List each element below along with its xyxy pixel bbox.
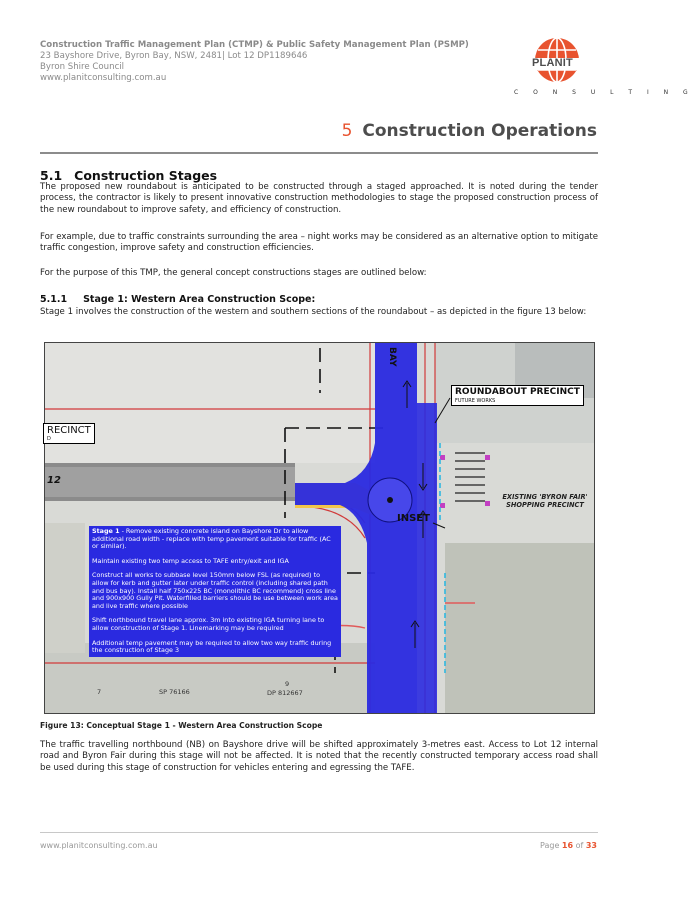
subsection-title: Construction Stages bbox=[74, 168, 218, 183]
page-of: of bbox=[573, 841, 586, 850]
planit-logo bbox=[526, 36, 588, 86]
subsection-number: 5.1 bbox=[40, 168, 63, 183]
doc-website[interactable]: www.planitconsulting.com.au bbox=[40, 73, 167, 83]
subsubsection-number: 5.1.1 bbox=[40, 294, 68, 305]
existing-label-line1: EXISTING 'BYRON FAIR' bbox=[502, 493, 588, 501]
page-total: 33 bbox=[585, 841, 597, 850]
road-label: BAY bbox=[387, 347, 397, 367]
existing-byron-fair-label bbox=[500, 493, 590, 509]
paragraph-3: For the purpose of this TMP, the general concept constructions stages are outlined below: bbox=[40, 268, 427, 278]
precinct-label-text: RECINCT bbox=[47, 425, 91, 436]
section-title-text: Construction Operations bbox=[362, 121, 597, 141]
doc-address: 23 Bayshore Drive, Byron Bay, NSW, 2481| Lot 12 DP1189646 bbox=[40, 51, 308, 61]
paragraph-stage1: Stage 1 involves the construction of the western and southern sections of the roundabout – as depicted in the figure 13 below: bbox=[40, 307, 587, 317]
section-number: 5 bbox=[341, 121, 353, 141]
logo-consulting: C O N S U L T I N G bbox=[514, 89, 694, 96]
dp-label: DP 812667 bbox=[267, 689, 303, 697]
lot-12-label: 12 bbox=[47, 475, 61, 486]
section-rule bbox=[40, 152, 598, 154]
note-line-4: Shift northbound travel lane approx. 3m into existing IGA turning lane to allow construction of Stage 1. Linemarking may be required bbox=[92, 616, 325, 632]
roundabout-label-sub: FUTURE WORKS bbox=[455, 398, 496, 404]
doc-title: Construction Traffic Management Plan (CTMP) & Public Safety Management Plan (PSMP) bbox=[40, 40, 469, 50]
stage1-figure bbox=[44, 342, 595, 714]
figure-caption: Figure 13: Conceptual Stage 1 - Western Area Construction Scope bbox=[40, 721, 323, 730]
page-current: 16 bbox=[561, 841, 574, 850]
stage1-notes-box bbox=[89, 526, 341, 657]
lot-7-label: 7 bbox=[97, 688, 102, 696]
subsubsection-title: Stage 1: Western Area Construction Scope: bbox=[83, 294, 316, 305]
note-line-3: Construct all works to subbase level 150mm below FSL (as required) to allow for kerb and gutter later under traffic control (including shared path and bus bay). Install half 750x225 BC (monolithic BC recommend) cross line and 900x900 Gully Pit. Waterfilled barriers should be use between work area and live traffic where possible bbox=[92, 571, 338, 610]
subsection-heading bbox=[40, 168, 217, 183]
existing-label-line2: SHOPPING PRECINCT bbox=[506, 501, 584, 509]
page-word: Page bbox=[540, 841, 562, 850]
roundabout-label-text: ROUNDABOUT PRECINCT bbox=[455, 387, 580, 397]
section-title bbox=[342, 121, 597, 141]
inset-label: INSET bbox=[397, 513, 430, 524]
note-line-5: Additional temp pavement may be required to allow two way traffic during the construction of Stage 3 bbox=[92, 638, 332, 655]
doc-council: Byron Shire Council bbox=[40, 62, 125, 72]
sp-label: SP 76166 bbox=[159, 688, 190, 696]
note-line-2: Maintain existing two temp access to TAFE entry/exit and IGA bbox=[92, 556, 289, 565]
roundabout-precinct-label bbox=[451, 385, 584, 406]
precinct-label-sub: D bbox=[47, 436, 51, 442]
paragraph-1: The proposed new roundabout is anticipated to be constructed through a staged approached. It is noted during the tender process, the contractor is likely to present innovative construction methodologies to stage the proposed construction process of the new roundabout to improve safety, and efficiency of construction. bbox=[40, 182, 598, 215]
precinct-label bbox=[43, 423, 95, 444]
paragraph-after-figure: The traffic travelling northbound (NB) on Bayshore drive will be shifted approximately 3-metres east. Access to Lot 12 internal road and Byron Fair during this stage will not be affected. It is noted that the recently constructed temporary access road shall be used during this stage of construction for vehicles entering and egressing the TAFE. bbox=[40, 740, 598, 773]
subsubsection-heading bbox=[40, 294, 315, 305]
page-number bbox=[540, 841, 597, 850]
footer-rule bbox=[40, 832, 598, 833]
lot-9-label: 9 bbox=[285, 680, 290, 688]
paragraph-2: For example, due to traffic constraints surrounding the area – night works may be considered as an alternative option to mitigate traffic congestion, improve safety and construction efficiencies. bbox=[40, 232, 598, 254]
footer-website[interactable]: www.planitconsulting.com.au bbox=[40, 841, 158, 850]
note-line-1: - Remove existing concrete island on Bayshore Dr to allow additional road width - replace with temp pavement suitable for traffic (AC or similar). bbox=[92, 527, 331, 551]
logo-text: PLANIT bbox=[532, 57, 573, 69]
note-heading: Stage 1 bbox=[92, 527, 120, 535]
